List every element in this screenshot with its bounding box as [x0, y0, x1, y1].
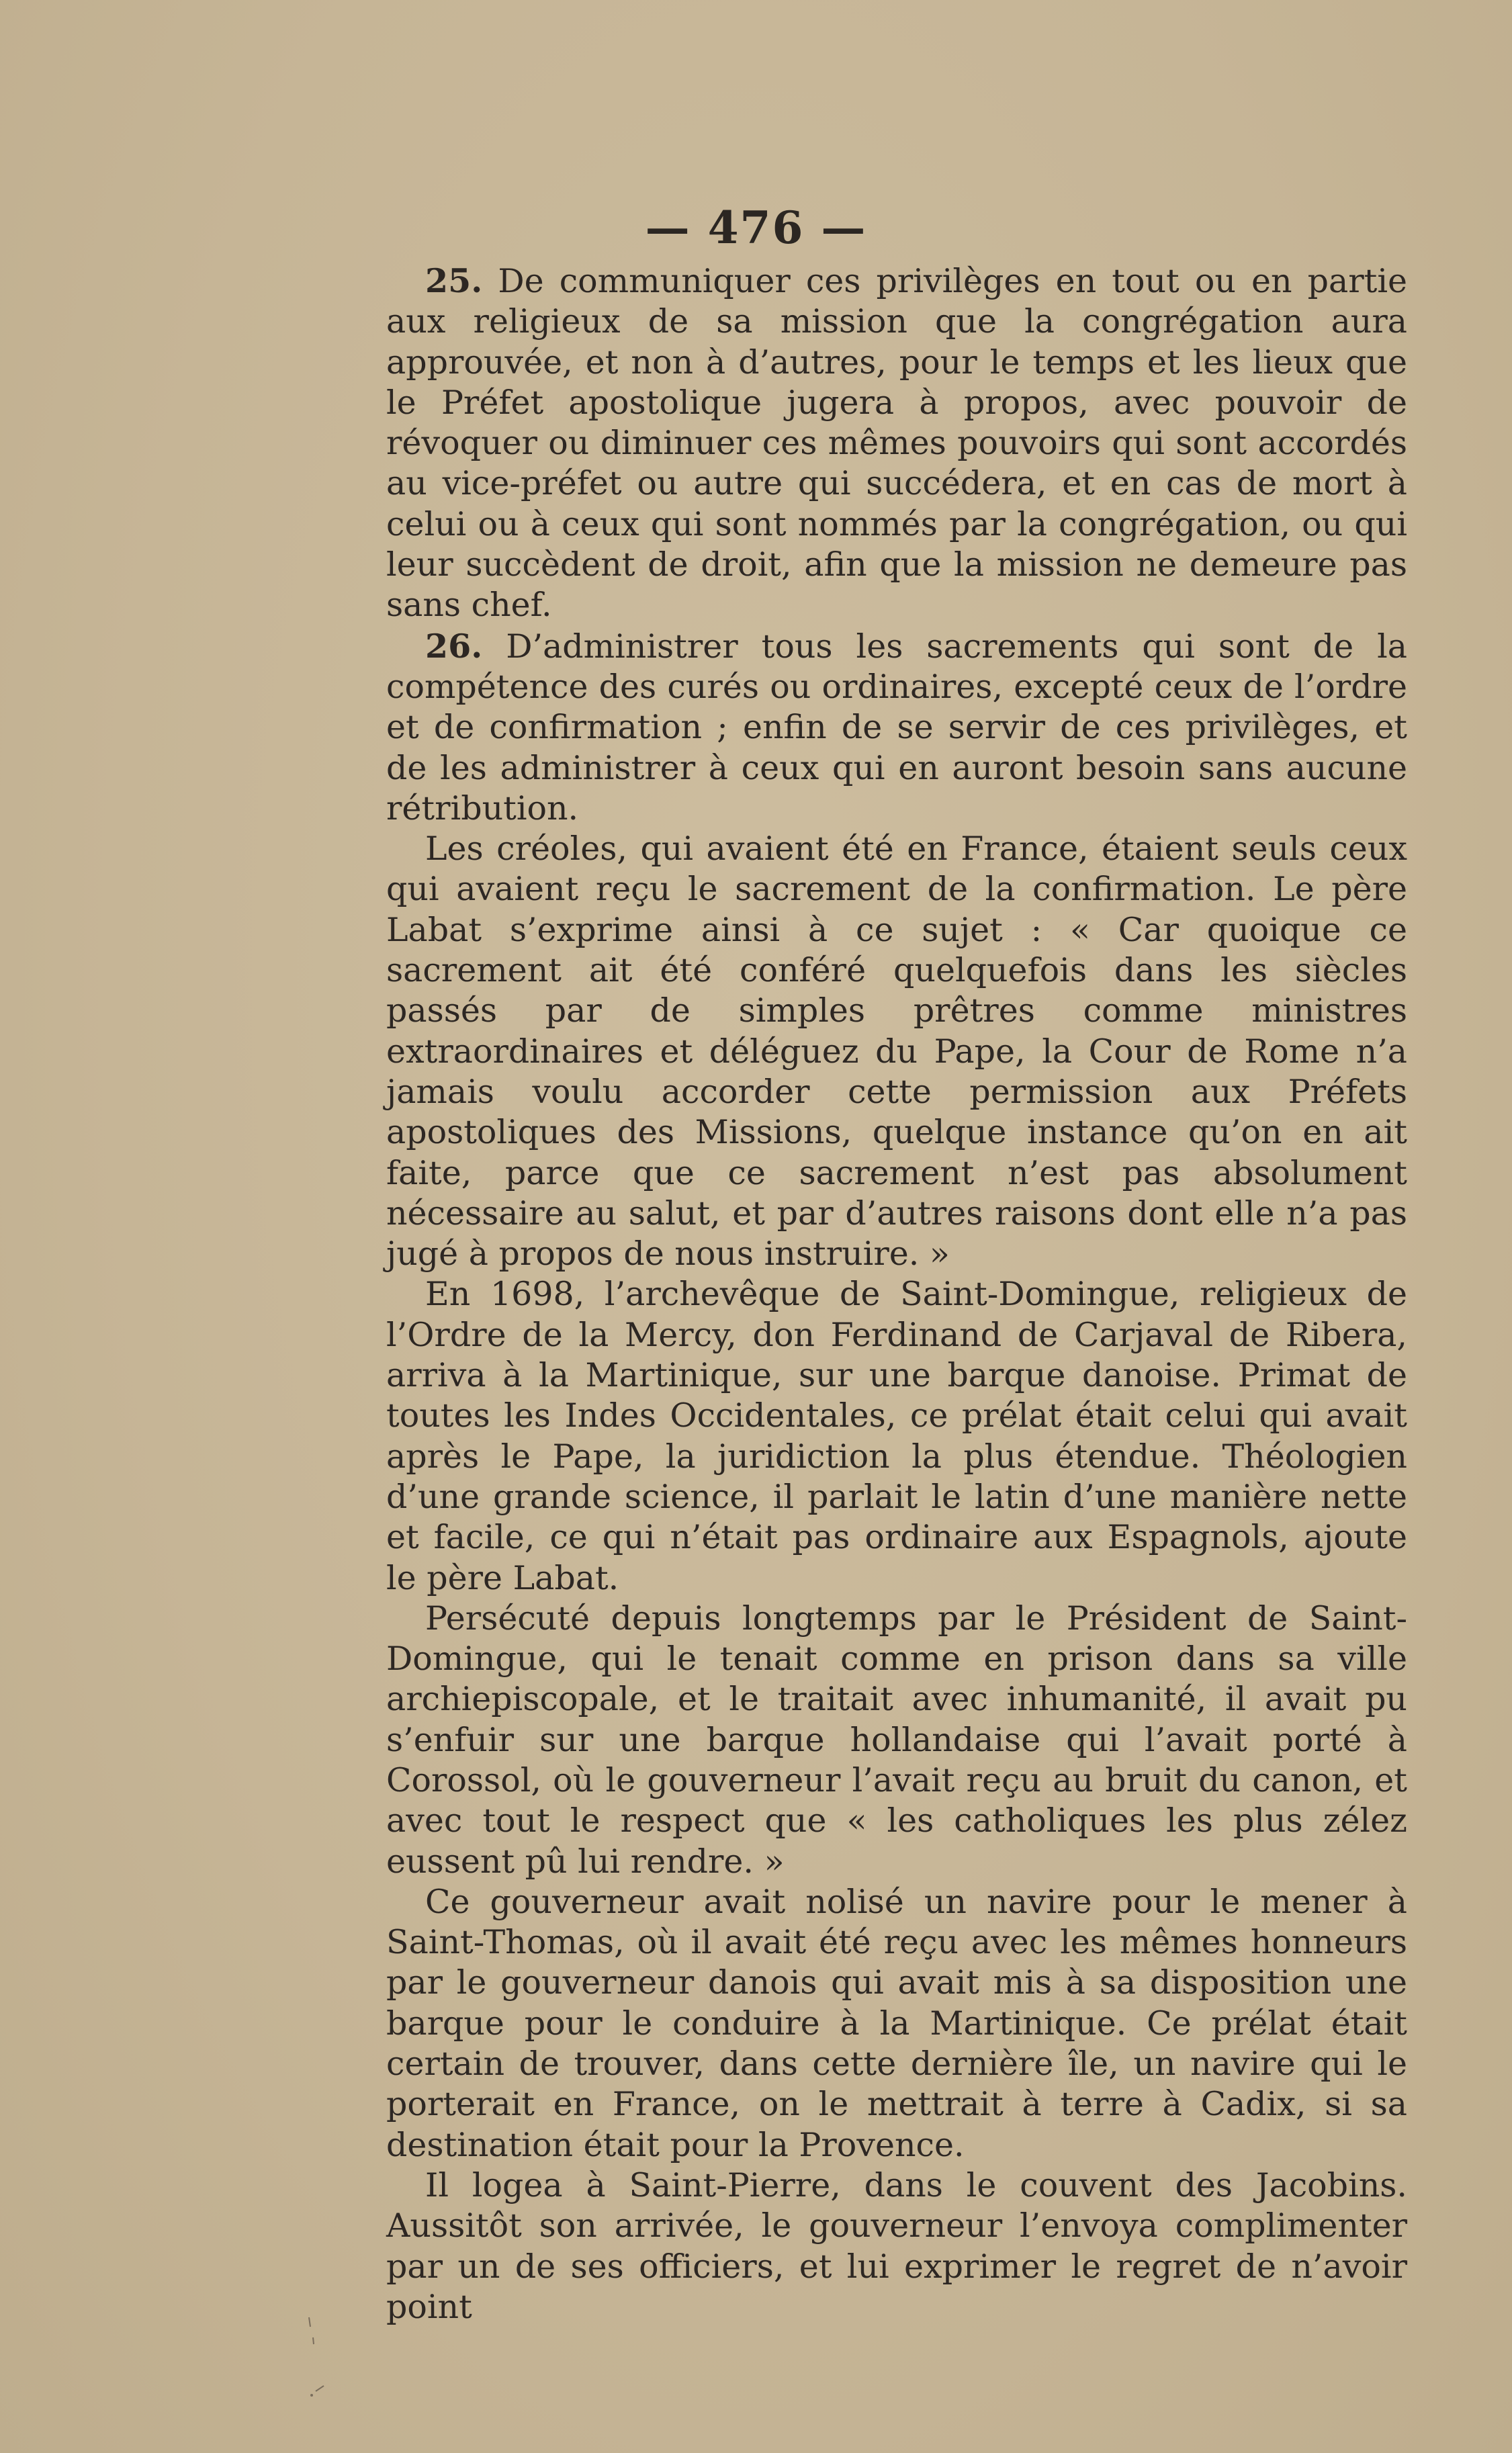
paragraph-text: Il logea à Saint-Pierre, dans le couvent des Jacobins. Aussitôt son arrivée, le gouverneur l’envoya complimenter par un de ses officiers, et lui exprimer le regret de n’avoir point: [386, 2166, 1407, 2326]
paragraph-persecute: [386, 1599, 1407, 1882]
paragraph-creoles: [386, 829, 1407, 1274]
paragraph-saint-pierre: [386, 2166, 1407, 2327]
body-text: [386, 261, 1407, 2327]
paragraph-text: Les créoles, qui avaient été en France, étaient seuls ceux qui avaient reçu le sacrement de la confirmation. Le père Labat s’exprime ainsi à ce sujet : « Car quoique ce sacrement ait été conféré quelquefois dans les siècles passés par de simples prêtres comme ministres extraordinaires et déléguez du Pape, la Cour de Rome n’a jamais voulu accorder cette permission aux Préfets apostoliques des Missions, quelque instance qu’on en ait faite, parce que ce sacrement n’est pas absolument nécessaire au salut, et par d’autres raisons dont elle n’a pas jugé à propos de nous instruire. »: [386, 830, 1407, 1274]
paragraph-text: En 1698, l’archevêque de Saint-Domingue, religieux de l’Ordre de la Mercy, don Ferdinand de Carjaval de Ribera, arriva à la Martinique, sur une barque danoise. Primat de toutes les Indes Occidentales, ce prélat était celui qui avait après le Pape, la juridiction la plus étendue. Théologien d’une grande science, il parlait le latin d’une manière nette et facile, ce qui n’était pas ordinaire aux Espagnols, ajoute le père Labat.: [386, 1275, 1407, 1597]
paragraph-text: Persécuté depuis longtemps par le Président de Saint-Domingue, qui le tenait comme en prison dans sa ville archiepiscopale, et le traitait avec inhumanité, il avait pu s’enfuir sur une barque hollandaise qui l’avait porté à Corossol, où le gouverneur l’avait reçu au bruit du canon, et avec tout le respect que « les catholiques les plus zélez eussent pû lui rendre. »: [386, 1599, 1407, 1881]
article-number: 26.: [425, 626, 483, 666]
paragraph-26: [386, 626, 1407, 829]
paper-specks: [296, 2311, 349, 2418]
paragraph-text: D’administrer tous les sacrements qui sont de la compétence des curés ou ordinaires, excepté ceux de l’ordre et de confirmation ; enfin de se servir de ces privilèges, et de les administrer à ceux qui en auront besoin sans aucune rétribution.: [386, 627, 1407, 828]
paragraph-25: [386, 261, 1407, 626]
paragraph-1698: [386, 1274, 1407, 1598]
paragraph-text: De communiquer ces privilèges en tout ou en partie aux religieux de sa mission que la congrégation aura approuvée, et non à d’autres, pour le temps et les lieux que le Préfet apostolique jugera à propos, avec pouvoir de révoquer ou diminuer ces mêmes pouvoirs qui sont accordés au vice-préfet ou autre qui succédera, et en cas de mort à celui ou à ceux qui sont nommés par la congrégation, ou qui leur succèdent de droit, afin que la mission ne demeure pas sans chef.: [386, 262, 1407, 625]
paragraph-gouverneur: [386, 1882, 1407, 2166]
paragraph-text: Ce gouverneur avait nolisé un navire pour le mener à Saint-Thomas, où il avait été reçu avec les mêmes honneurs par le gouverneur danois qui avait mis à sa disposition une barque pour le conduire à la Martinique. Ce prélat était certain de trouver, dans cette dernière île, un navire qui le porterait en France, on le mettrait à terre à Cadix, si sa destination était pour la Provence.: [386, 1882, 1407, 2164]
page-number: — 476 —: [645, 202, 867, 254]
article-number: 25.: [425, 261, 483, 300]
